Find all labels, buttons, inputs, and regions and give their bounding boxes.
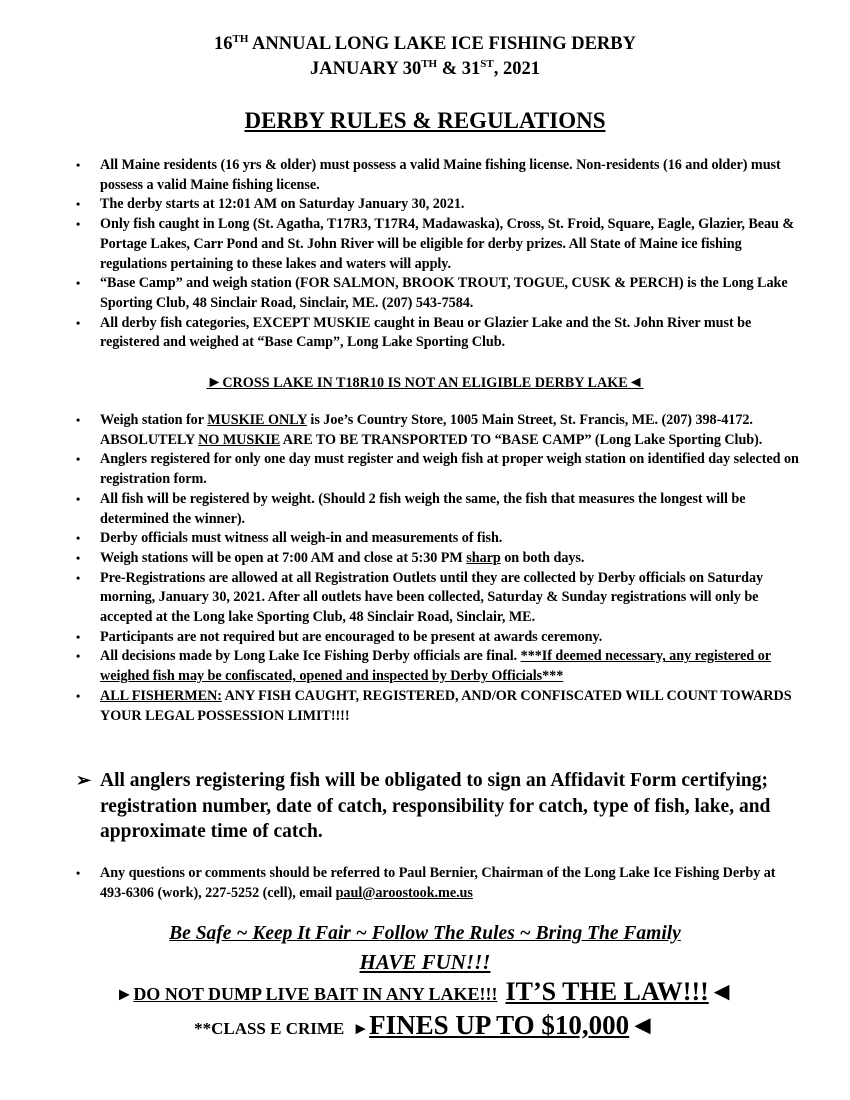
derby-title: 16TH ANNUAL LONG LAKE ICE FISHING DERBY — [214, 33, 636, 54]
have-fun: HAVE FUN!!! — [359, 950, 491, 974]
rule-license: • All Maine residents (16 yrs & older) must possess a valid Maine fishing license. Non-residents (16 and older) must possess a valid Maine fishing license. — [76, 157, 781, 193]
bullet: • — [76, 550, 81, 565]
rule-witness: • Derby officials must witness all weigh-in and measurements of fish. — [0, 529, 850, 549]
arrowhead-bullet-icon: ➢ — [76, 770, 92, 790]
bullet: • — [76, 452, 81, 467]
bullet: • — [76, 315, 81, 330]
rule-base-camp: • “Base Camp” and weigh station (FOR SALMON, BROOK TROUT, TOGUE, CUSK & PERCH) is the Long Lake Sporting Club, 48 Sinclair Road, Sinclair, ME. (207) 543-7584. — [76, 275, 788, 311]
bullet: • — [76, 158, 81, 172]
left-pointer-icon: ◄ — [627, 374, 644, 391]
left-pointer-icon: ◄ — [708, 977, 735, 1006]
bullet: • — [76, 276, 81, 291]
live-bait-warning: ►DO NOT DUMP LIVE BAIT IN ANY LAKE!!! IT’S THE LAW!!!◄ — [115, 977, 735, 1006]
bullet: • — [76, 649, 81, 664]
left-pointer-icon: ◄ — [629, 1010, 656, 1040]
bullet: • — [76, 531, 81, 546]
rule-muskie-station: • Weigh station for MUSKIE ONLY is Joe’s Country Store, 1005 Main Street, St. Francis, ME. (207) 398-4172. ABSOLUTELY NO MUSKIE ARE TO BE TRANSPORTED TO “BASE CAMP” (Long Lake Sporting Club). — [76, 412, 763, 448]
affidavit-text: All anglers registering fish will be obligated to sign an Affidavit Form certifying; registration number, date of catch, responsibility for catch, type of fish, lake, and approximate time of catch. — [100, 770, 771, 842]
rule-preregistration: • Pre-Registrations are allowed at all Registration Outlets until they are collected by Derby officials on Saturday morning, January 30, 2021. After all outlets have been collected, Saturday & Sunday registrations will only be accepted at the Long lake Sporting Club, 48 Sinclair Road, Sinclair, ME. — [76, 569, 764, 626]
cross-lake-notice: ►CROSS LAKE IN T18R10 IS NOT AN ELIGIBLE DERBY LAKE◄ — [206, 374, 644, 391]
rule-ceremony: • Participants are not required but are encouraged to be present at awards ceremony. — [0, 628, 850, 648]
affidavit-notice — [0, 768, 850, 845]
rule-possession-limit: • ALL FISHERMEN: ANY FISH CAUGHT, REGISTERED, AND/OR CONFISCATED WILL COUNT TOWARDS YOUR LEGAL POSSESSION LIMIT!!!! — [76, 687, 792, 724]
right-pointer-icon: ► — [352, 1019, 370, 1038]
bullet: • — [76, 570, 81, 585]
rules-heading: DERBY RULES & REGULATIONS — [244, 108, 606, 133]
rules-list-b — [0, 411, 850, 726]
email-link[interactable]: paul@aroostook.me.us — [335, 884, 473, 901]
rule-hours: • Weigh stations will be open at 7:00 AM and close at 5:30 PM sharp on both days. — [0, 549, 850, 569]
bullet: • — [76, 491, 81, 506]
bullet: • — [76, 688, 81, 703]
derby-dates: JANUARY 30TH & 31ST, 2021 — [310, 58, 540, 79]
fine-warning: **CLASS E CRIME ►FINES UP TO $10,000◄ — [194, 1010, 656, 1040]
rule-registration-location: • All derby fish categories, EXCEPT MUSKIE caught in Beau or Glazier Lake and the St. John River must be registered and weighed at “Base Camp”, Long Lake Sporting Club. — [76, 314, 752, 351]
rule-eligible-waters: • Only fish caught in Long (St. Agatha, T17R3, T17R4, Madawaska), Cross, St. Froid, Square, Eagle, Glazier, Beau & Portage Lakes, Carr Pond and St. John River will be eligible for derby prizes. All State of Maine ice fishing regulations pertaining to these lakes and waters will apply. — [76, 216, 795, 272]
rule-weight: • All fish will be registered by weight. (Should 2 fish weigh the same, the fish that measures the longest will be determined the winner). — [76, 490, 746, 527]
bullet: • — [76, 217, 81, 232]
rule-decisions-final: • All decisions made by Long Lake Ice Fishing Derby officials are final. ***If deemed necessary, any registered or weighed fish may be confiscated, opened and inspected by Derby Officials*** — [76, 648, 772, 685]
bullet: • — [76, 629, 81, 644]
rule-start-time: • The derby starts at 12:01 AM on Saturday January 30, 2021. — [0, 195, 850, 215]
bullet: • — [76, 413, 81, 427]
right-pointer-icon: ► — [206, 374, 223, 391]
rules-list-a — [0, 156, 850, 353]
bullet: • — [76, 197, 81, 212]
right-pointer-icon: ► — [115, 984, 134, 1004]
rule-one-day: • Anglers registered for only one day must register and weigh fish at proper weigh station on identified day selected on registration form. — [76, 451, 799, 488]
contact-list — [0, 864, 850, 903]
slogan: Be Safe ~ Keep It Fair ~ Follow The Rules ~ Bring The Family — [169, 923, 681, 944]
bullet: • — [76, 866, 81, 880]
contact-info: • Any questions or comments should be referred to Paul Bernier, Chairman of the Long Lake Ice Fishing Derby at 493-6306 (work), 227-5252 (cell), email paul@aroostook.me.us — [76, 865, 776, 901]
